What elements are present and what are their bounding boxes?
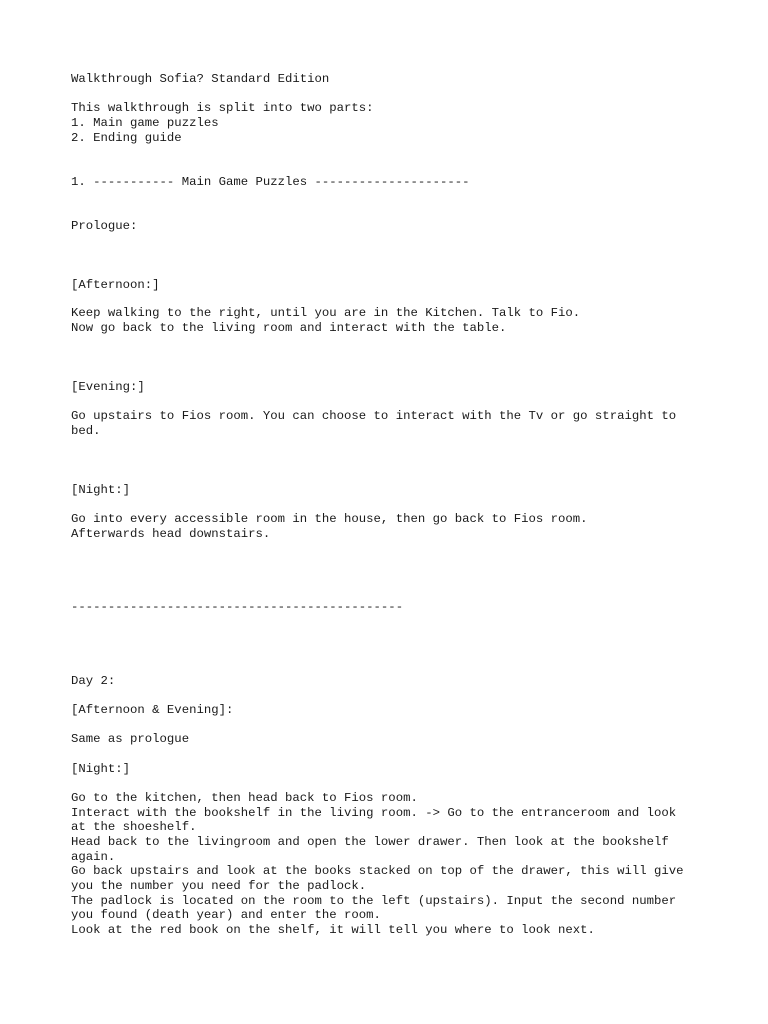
prologue-evening-line: Go upstairs to Fios room. You can choose to interact with the Tv or go straight to <box>71 409 677 423</box>
parts-list-item: 1. Main game puzzles <box>71 116 219 130</box>
day2-night-line: Go to the kitchen, then head back to Fios room. <box>71 791 418 805</box>
day2-night-line: again. <box>71 850 116 864</box>
day2-night-line: at the shoeshelf. <box>71 820 197 834</box>
prologue-evening-label: [Evening:] <box>71 380 145 394</box>
day2-night-label: [Night:] <box>71 762 131 776</box>
parts-list-item: 2. Ending guide <box>71 131 182 145</box>
day2-night-line: The padlock is located on the room to the left (upstairs). Input the second number <box>71 894 677 908</box>
prologue-evening-line: bed. <box>71 424 101 438</box>
prologue-night-label: [Night:] <box>71 483 131 497</box>
prologue-afternoon-line: Keep walking to the right, until you are in the Kitchen. Talk to Fio. <box>71 306 581 320</box>
prologue-afternoon-line: Now go back to the living room and interact with the table. <box>71 321 507 335</box>
day2-afternoon-evening-text: Same as prologue <box>71 732 190 746</box>
day2-afternoon-evening-label: [Afternoon & Evening]: <box>71 703 234 717</box>
document-title: Walkthrough Sofia? Standard Edition <box>71 72 330 86</box>
day2-night-line: you found (death year) and enter the room. <box>71 908 381 922</box>
prologue-afternoon-label: [Afternoon:] <box>71 278 160 292</box>
intro-text: This walkthrough is split into two parts: <box>71 101 374 115</box>
prologue-night-line: Go into every accessible room in the house, then go back to Fios room. <box>71 512 588 526</box>
day2-night-line: Interact with the bookshelf in the living room. -> Go to the entranceroom and look <box>71 806 677 820</box>
section-header: 1. ----------- Main Game Puzzles --------------------- <box>71 175 470 189</box>
day2-night-line: Go back upstairs and look at the books stacked on top of the drawer, this will give <box>71 864 684 878</box>
prologue-heading: Prologue: <box>71 219 138 233</box>
day2-night-line: Head back to the livingroom and open the lower drawer. Then look at the bookshelf <box>71 835 669 849</box>
day2-night-line: you the number you need for the padlock. <box>71 879 367 893</box>
section-divider: --------------------------------------------- <box>71 600 404 614</box>
day2-heading: Day 2: <box>71 674 116 688</box>
day2-night-line: Look at the red book on the shelf, it will tell you where to look next. <box>71 923 595 937</box>
prologue-night-line: Afterwards head downstairs. <box>71 527 271 541</box>
